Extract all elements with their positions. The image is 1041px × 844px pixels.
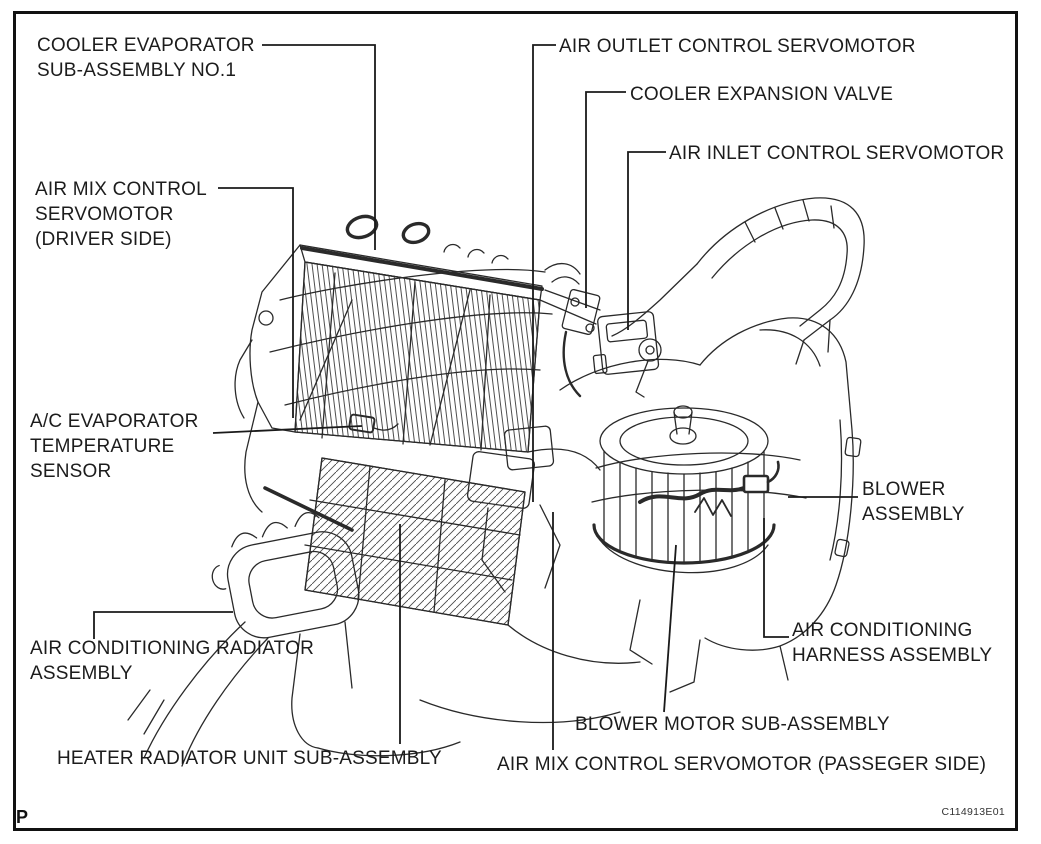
label-line: A/C EVAPORATOR (30, 411, 199, 432)
left-frame-drawing (235, 245, 300, 512)
label-line: COOLER EXPANSION VALVE (630, 84, 894, 105)
leader-air-outlet-servomotor (533, 45, 556, 502)
label-ac-evaporator-temperature-sensor (30, 409, 199, 484)
leader-blower-motor (664, 545, 676, 712)
label-line: ASSEMBLY (862, 504, 965, 525)
label-line: AIR MIX CONTROL SERVOMOTOR (PASSEGER SIDE) (497, 754, 987, 775)
label-line: AIR MIX CONTROL (35, 179, 207, 200)
leader-cooler-expansion-valve (586, 92, 626, 308)
label-line: COOLER EVAPORATOR (37, 35, 255, 56)
label-air-outlet-control-servomotor (559, 34, 916, 59)
label-line: BLOWER (862, 479, 946, 500)
label-cooler-evaporator-sub-assembly (37, 33, 255, 83)
label-air-conditioning-harness-assembly (792, 618, 992, 668)
leader-air-inlet-servomotor (628, 152, 666, 330)
label-line: AIR OUTLET CONTROL SERVOMOTOR (559, 36, 916, 57)
label-blower-assembly (862, 477, 965, 527)
label-line: (DRIVER SIDE) (35, 229, 172, 250)
label-line: SUB-ASSEMBLY NO.1 (37, 60, 237, 81)
evaporator-core-drawing (270, 245, 552, 452)
label-line: ASSEMBLY (30, 663, 133, 684)
inlet-servomotor-drawing (589, 311, 661, 397)
label-heater-radiator-unit-sub-assembly (57, 746, 442, 771)
label-line: SENSOR (30, 461, 112, 482)
label-air-conditioning-radiator-assembly (30, 636, 314, 686)
label-line: AIR INLET CONTROL SERVOMOTOR (669, 143, 1005, 164)
heater-core-drawing (265, 458, 525, 625)
label-line: HEATER RADIATOR UNIT SUB-ASSEMBLY (57, 748, 442, 769)
label-air-mix-servomotor-driver-side (35, 177, 207, 252)
leader-ac-harness (764, 518, 789, 637)
label-cooler-expansion-valve (630, 82, 893, 107)
label-line: BLOWER MOTOR SUB-ASSEMBLY (575, 714, 890, 735)
expansion-valve-drawing (545, 264, 600, 396)
page-marker: P (16, 807, 29, 827)
label-air-mix-servomotor-passenger-side (497, 752, 986, 777)
label-line: AIR CONDITIONING (792, 620, 973, 641)
label-blower-motor-sub-assembly (575, 712, 890, 737)
leader-ac-radiator (94, 612, 233, 639)
label-line: SERVOMOTOR (35, 204, 174, 225)
harness-drawing (640, 462, 779, 502)
label-line: TEMPERATURE (30, 436, 175, 457)
figure-code: C114913E01 (941, 806, 1005, 818)
leader-air-mix-driver (218, 188, 293, 418)
label-line: AIR CONDITIONING RADIATOR (30, 638, 315, 659)
label-line: HARNESS ASSEMBLY (792, 645, 993, 666)
label-air-inlet-control-servomotor (669, 141, 1004, 166)
